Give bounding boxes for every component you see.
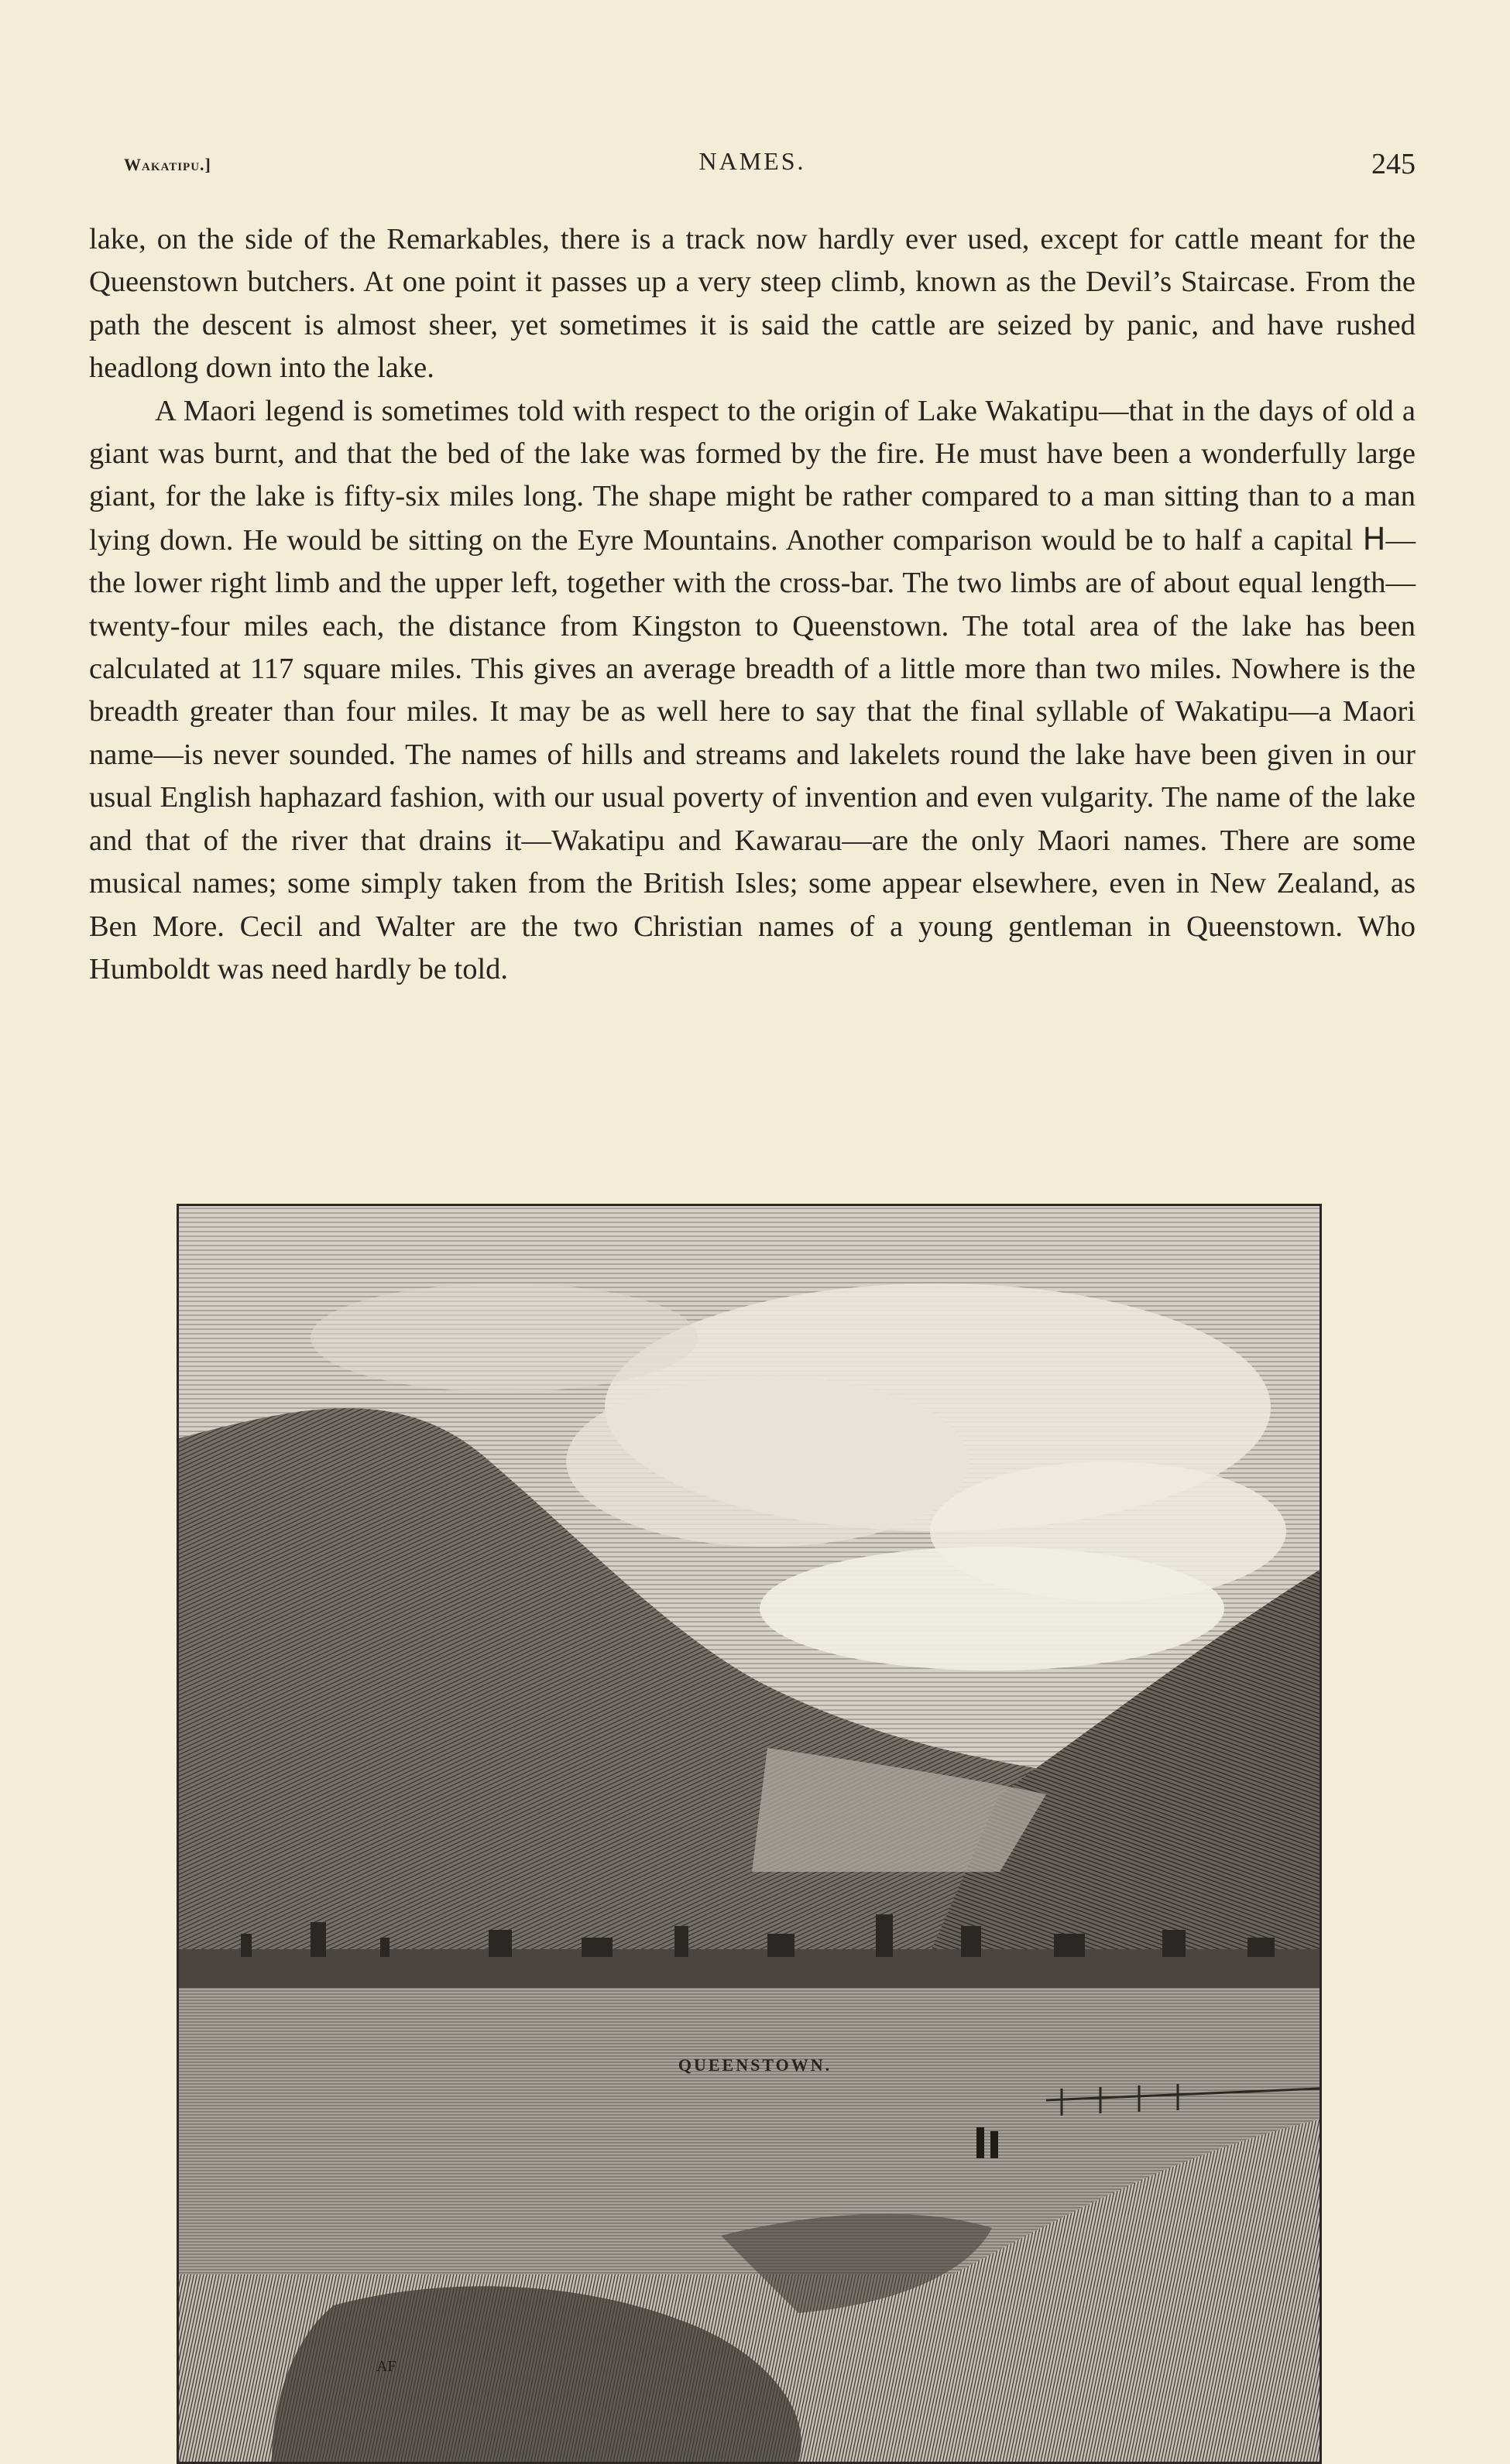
header-title: NAMES. (698, 147, 806, 175)
figure-caption: QUEENSTOWN. (678, 2055, 832, 2075)
paragraph-2 (89, 390, 1416, 992)
illustration (177, 1204, 1322, 2464)
header-section-label: Wakatipu.] (124, 155, 211, 174)
artist-signature: AF (376, 2358, 396, 2375)
running-header (89, 147, 1416, 194)
paragraph-2-part-2: —the lower right limb and the upper left, together with the cross-bar. The two limbs are of about equal length—twenty-four miles each, the distance from Kingston to Queenstown. The total area of the lake has been calculated at 117 square miles. This gives an average breadth of a little more than two miles. Nowhere is the breadth greater than four miles. It may be as well here to say that the final syllable of Wakatipu—a Maori name—is never sounded. The names of hills and streams and lakelets round the lake have been given in our usual English haphazard fashion, with our usual poverty of invention and even vulgarity. The name of the lake and that of the river that drains it—Wakatipu and Kawarau—are the only Maori names. There are some musical names; some simply taken from the British Isles; some appear elsewhere, even in New Zealand, as Ben More. Cecil and Walter are the two Christian names of a young gentleman in Queenstown. Who Humboldt was need hardly be told. (89, 523, 1416, 985)
body-text (89, 218, 1416, 991)
paragraph-2-part-1: A Maori legend is sometimes told with respect to the origin of Lake Wakatipu—that in the days of old a giant was burnt, and that the bed of the lake was formed by the fire. He must have been a wonderfully large giant, for the lake is fifty-six miles long. The shape might be rather compared to a man sitting than to a man lying down. He would be sitting on the Eyre Mountains. Another comparison would be to half a capital (89, 394, 1416, 557)
page-number: 245 (1371, 148, 1416, 180)
paragraph-1: lake, on the side of the Remarkables, there is a track now hardly ever used, except for cattle meant for the Queenstown butchers. At one point it passes up a very steep climb, known as the Devil’s Staircase. From the path the descent is almost sheer, yet sometimes it is said the cattle are seized by panic, and have rushed headlong down into the lake. (89, 223, 1416, 385)
capital-h-glyph: H (1362, 521, 1386, 557)
queenstown-engraving (177, 1204, 1322, 2464)
